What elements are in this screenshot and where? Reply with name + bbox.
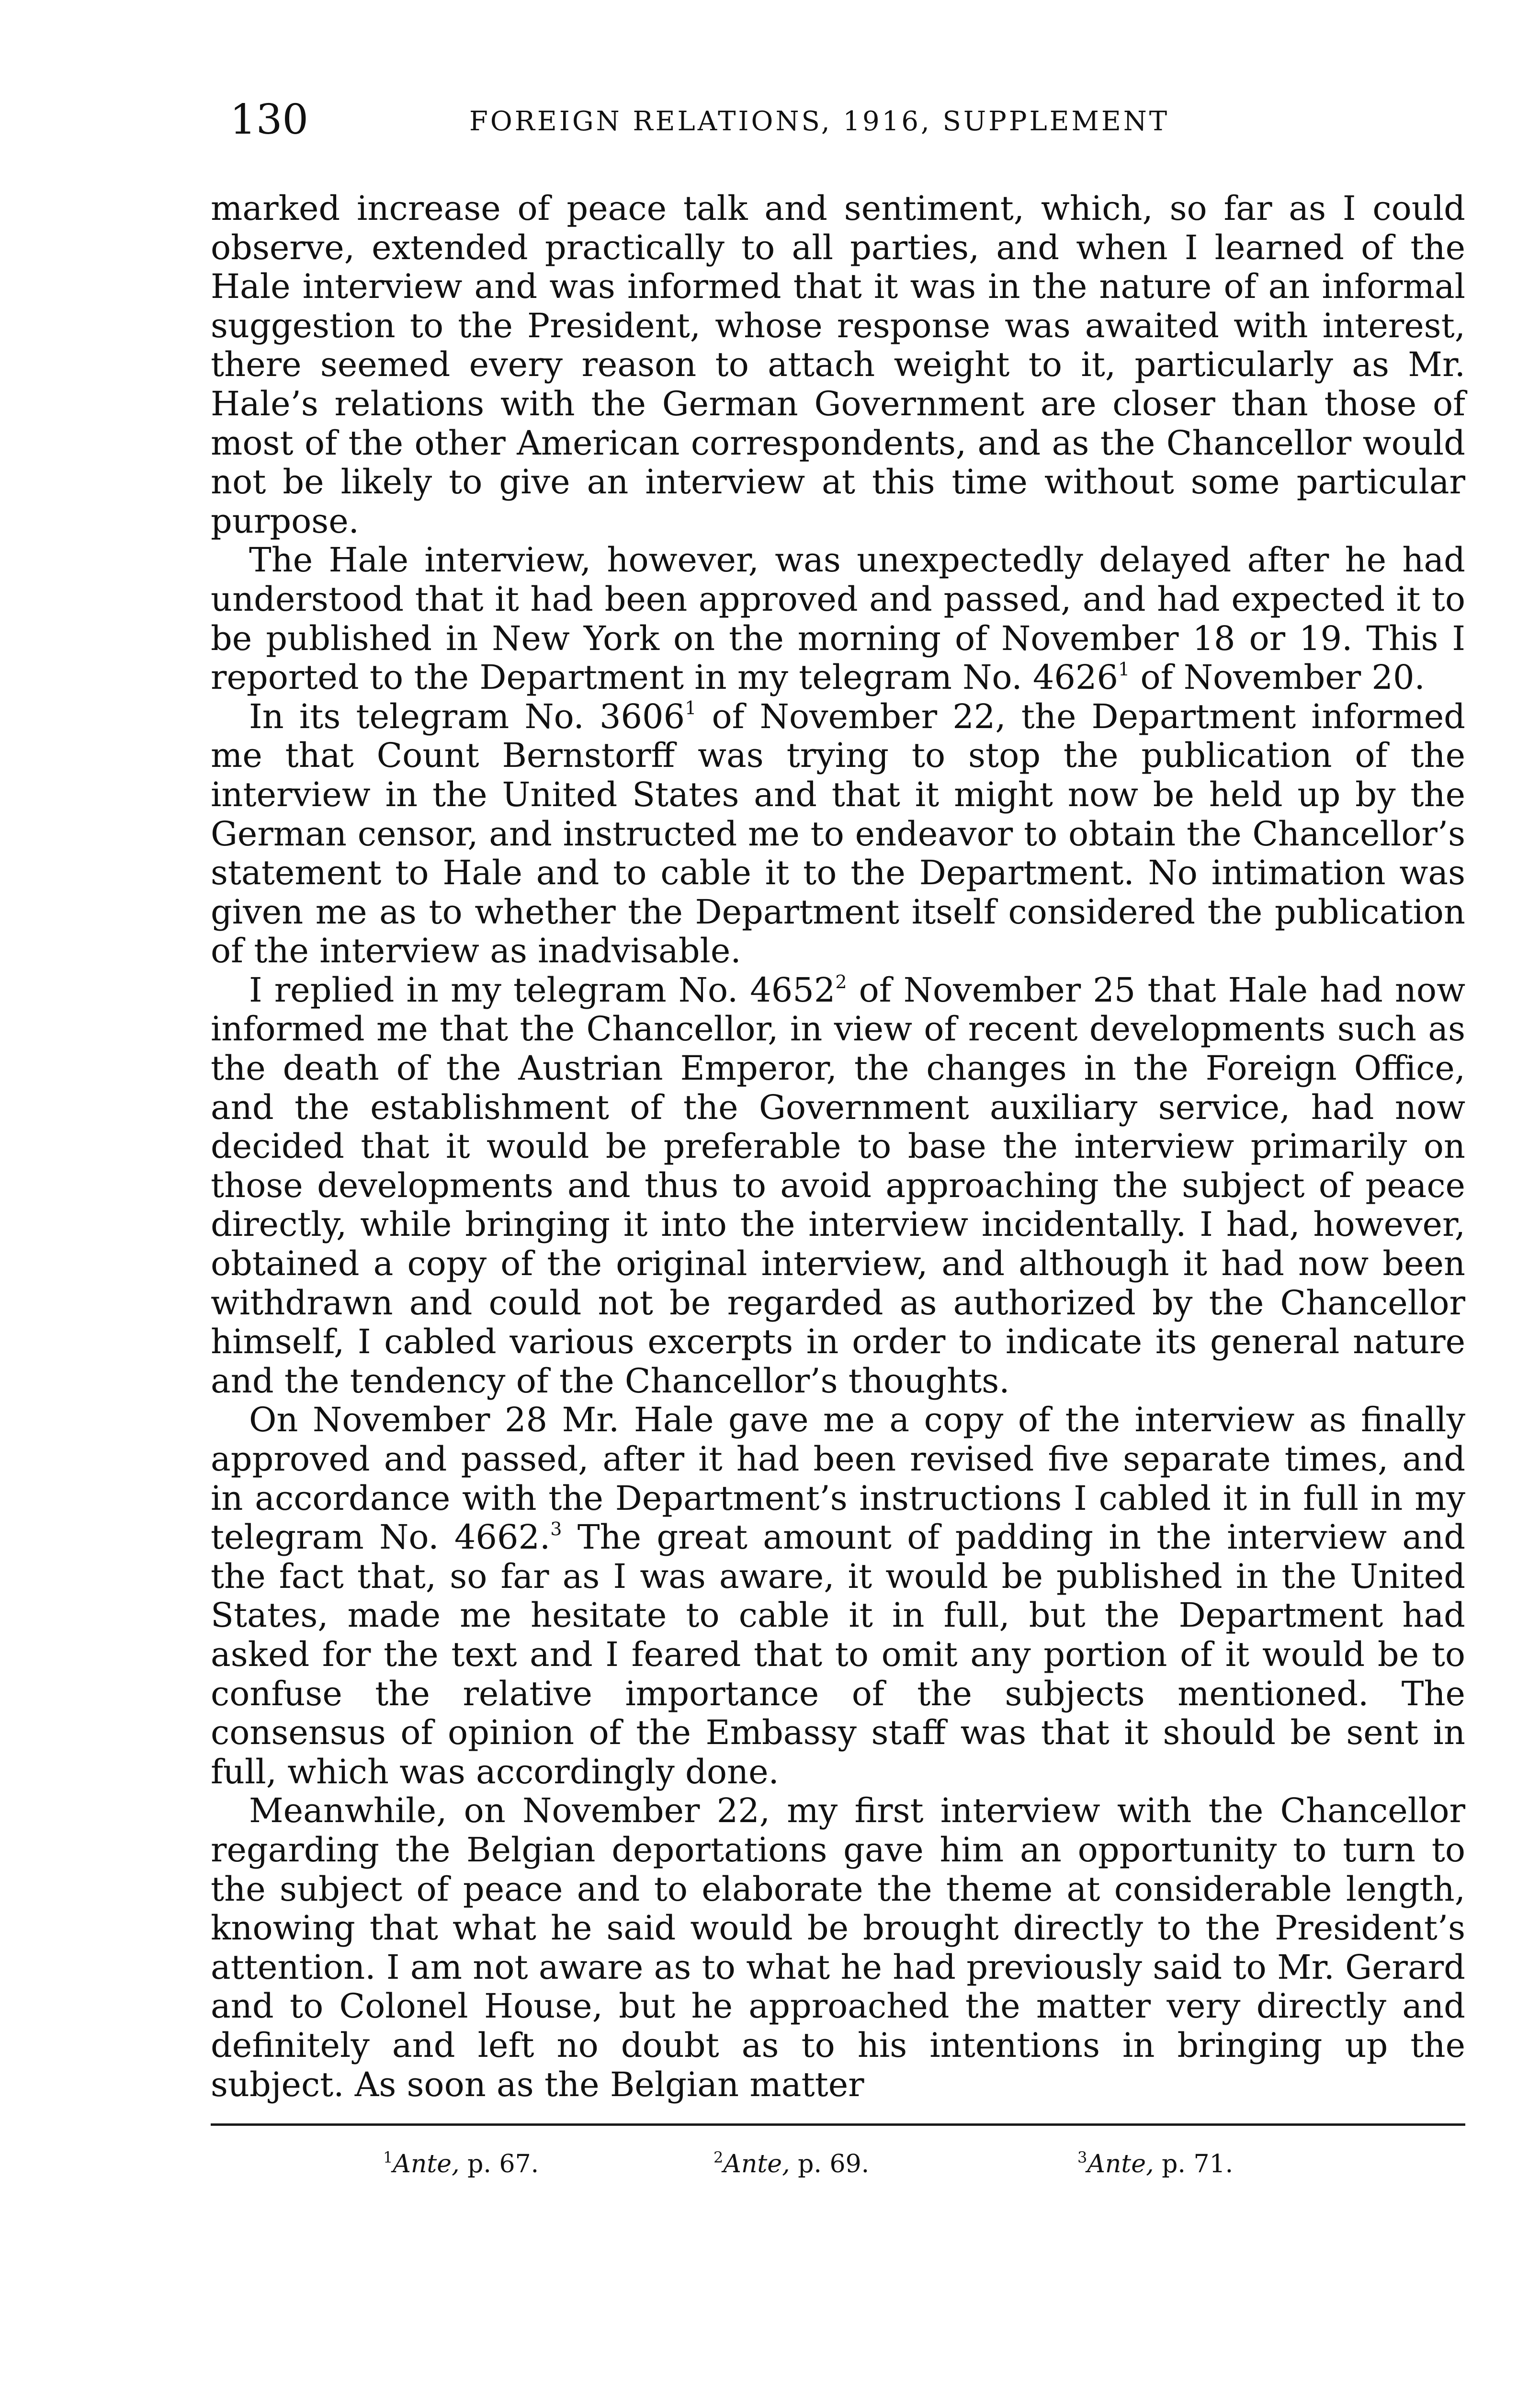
paragraph: [211, 189, 1465, 541]
running-head: [211, 93, 1465, 151]
paragraph-text: On November 28 Mr. Hale gave me a copy of the interview as finally approved and passed, after it had been revised five separate times, and in accordance with the Department’s instructions I cabled it in full in my telegram No. 4662.: [211, 1400, 1465, 1557]
footnote: [1077, 2145, 1233, 2183]
paragraph: [211, 697, 1465, 971]
running-title: FOREIGN RELATIONS, 1916, SUPPLEMENT: [469, 106, 1170, 137]
paragraph: [211, 971, 1465, 1401]
paragraph-text: The great amount of padding in the interview and the fact that, so far as I was aware, it would be published in the United States, made me hesitate to cable it in full, but the Department had asked for the text and I feared that to omit any portion of it would be to confuse the relative importance of the subjects mentioned. The consensus of opinion of the Embassy staff was that it should be sent in full, which was accordingly done.: [211, 1517, 1466, 1791]
footnote-ref: Ante,: [393, 2150, 460, 2179]
footnote-page: p. 67.: [459, 2150, 539, 2179]
page-content: [211, 93, 1465, 2188]
footnote-page: p. 71.: [1154, 2150, 1234, 2179]
footnote-reference: 1: [685, 697, 697, 719]
paragraph-text: of November 22, the Department informed me that Count Bernstorff was trying to stop the publication of the interview in the United States and that it might now be held up by the German censor, and instructed me to endeavor to obtain the Chancellor’s statement to Hale and to cable it to the Department. No intimation was given me as to whether the Department itself considered the publication of the interview as inadvisable.: [211, 696, 1465, 971]
footnote-page: p. 69.: [790, 2150, 870, 2179]
body-text: [211, 189, 1465, 2104]
paragraph-text: In its telegram No. 3606: [249, 696, 685, 736]
footnote-rule: [211, 2123, 1465, 2126]
paragraph-text: I replied in my telegram No. 4652: [249, 970, 836, 1010]
footnote-ref: Ante,: [1087, 2150, 1154, 2179]
footnote: [383, 2145, 539, 2183]
footnote-reference: 1: [1118, 658, 1130, 680]
footnote-mark: 1: [383, 2148, 393, 2167]
footnote-reference: 3: [550, 1518, 562, 1540]
footnote-mark: 2: [713, 2148, 724, 2167]
footnotes: [211, 2145, 1465, 2188]
paragraph: [211, 1401, 1465, 1791]
footnote-ref: Ante,: [723, 2150, 790, 2179]
paragraph: [211, 1791, 1465, 2104]
footnote: [713, 2145, 869, 2183]
paragraph-text: Meanwhile, on November 22, my first interview with the Chancellor regarding the Belgian deportations gave him an opportunity to turn to the subject of peace and to elaborate the theme at considerable length, knowing that what he said would be brought directly to the President’s attention. I am not aware as to what he had previously said to Mr. Gerard and to Colonel House, but he approached the matter very directly and definitely and left no doubt as to his intentions in bringing up the subject. As soon as the Belgian matter: [211, 1791, 1465, 2104]
paragraph-text: marked increase of peace talk and sentiment, which, so far as I could observe, extended practically to all parties, and when I learned of the Hale interview and was informed that it was in the nature of an informal suggestion to the President, whose response was awaited with interest, there seemed every reason to attach weight to it, particularly as Mr. Hale’s relations with the German Government are closer than those of most of the other American correspondents, and as the Chancellor would not be likely to give an interview at this time without some particular purpose.: [211, 189, 1465, 541]
page-number: 130: [230, 96, 309, 144]
footnote-mark: 3: [1077, 2148, 1087, 2167]
paragraph-text: of November 25 that Hale had now informed me that the Chancellor, in view of recent developments such as the death of the Austrian Emperor, the changes in the Foreign Office, and the establishment of the Government auxiliary service, had now decided that it would be preferable to base the interview primarily on those developments and thus to avoid approaching the subject of peace directly, while bringing it into the interview incidentally. I had, however, obtained a copy of the original interview, and although it had now been withdrawn and could not be regarded as authorized by the Chancellor himself, I cabled various excerpts in order to indicate its general nature and the tendency of the Chancellor’s thoughts.: [211, 970, 1465, 1401]
paragraph-text: The Hale interview, however, was unexpectedly delayed after he had understood that it had been approved and passed, and had expected it to be published in New York on the morning of November 18 or 19. This I reported to the Department in my telegram No. 4626: [211, 540, 1465, 697]
footnote-reference: 2: [835, 971, 847, 992]
paragraph-text: of November 20.: [1130, 658, 1425, 697]
paragraph: [211, 541, 1465, 697]
